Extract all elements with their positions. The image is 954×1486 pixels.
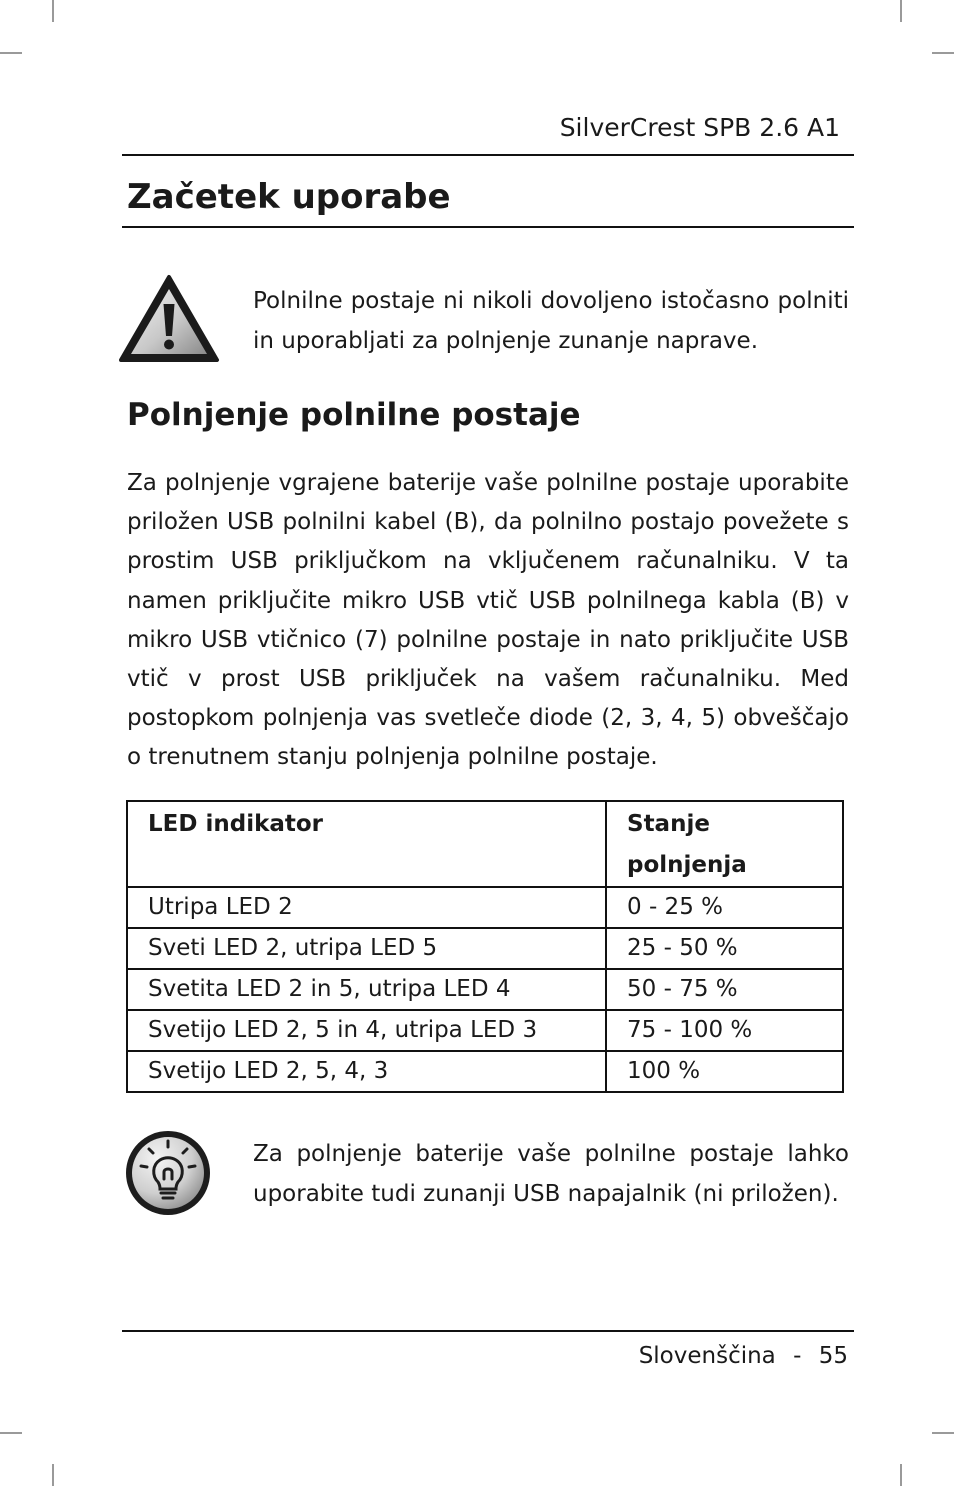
table-cell-charge: 50 - 75 % [606, 969, 843, 1010]
footer-rule [122, 1330, 854, 1332]
running-header: SilverCrest SPB 2.6 A1 [559, 113, 840, 142]
section-title-rule [122, 226, 854, 228]
section-title-getting-started: Začetek uporabe [127, 177, 451, 217]
table-header-row [127, 801, 843, 887]
crop-mark [900, 0, 902, 22]
table-cell-led: Svetijo LED 2, 5 in 4, utripa LED 3 [127, 1010, 606, 1051]
table-cell-charge: 75 - 100 % [606, 1010, 843, 1051]
table-cell-charge: 25 - 50 % [606, 928, 843, 969]
crop-mark [900, 1464, 902, 1486]
crop-mark [932, 1432, 954, 1434]
table-row [127, 887, 843, 928]
header-rule [122, 154, 854, 156]
warning-triangle-icon [118, 274, 220, 364]
footer-separator: - [793, 1343, 802, 1369]
crop-mark [52, 0, 54, 22]
table-row [127, 1010, 843, 1051]
table-row [127, 1051, 843, 1092]
column-header-led-indicator: LED indikator [127, 801, 606, 887]
crop-mark [0, 52, 22, 54]
table-cell-led: Utripa LED 2 [127, 887, 606, 928]
table-cell-led: Sveti LED 2, utripa LED 5 [127, 928, 606, 969]
column-header-charge-state: Stanje polnjenja [606, 801, 843, 887]
running-footer [639, 1340, 848, 1372]
page-number: 55 [818, 1343, 848, 1369]
table-row [127, 969, 843, 1010]
table-cell-charge: 0 - 25 % [606, 887, 843, 928]
crop-mark [0, 1432, 22, 1434]
table-cell-led: Svetita LED 2 in 5, utripa LED 4 [127, 969, 606, 1010]
warning-note: Polnilne postaje ni nikoli dovoljeno istočasno polniti in uporabljati za polnjenje zunanje naprave. [253, 288, 849, 354]
footer-language: Slovenščina [638, 1343, 776, 1369]
charging-paragraph: Za polnjenje vgrajene baterije vaše polnilne postaje uporabite priložen USB polnilni kabel (B), da polnilno postajo povežete s prostim USB priključkom na vključenem računalniku. V ta namen priključite mikro USB vtič USB polnilnega kabla (B) v mikro USB vtičnico (7) polnilne postaje in nato priključite USB vtič v prost USB priključek na vašem računalniku. Med postopkom polnjenja vas svetleče diode (2, 3, 4, 5) obveščajo o trenutnem stanju polnjenja polnilne postaje. [127, 470, 849, 771]
crop-mark [932, 52, 954, 54]
table-cell-led: Svetijo LED 2, 5, 4, 3 [127, 1051, 606, 1092]
lightbulb-tip-icon [122, 1127, 214, 1219]
table-row [127, 928, 843, 969]
tip-note: Za polnjenje baterije vaše polnilne postaje lahko uporabite tudi zunanji USB napajalnik (ni priložen). [253, 1141, 849, 1207]
led-status-table [126, 800, 844, 1093]
crop-mark [52, 1464, 54, 1486]
section-title-charging: Polnjenje polnilne postaje [127, 397, 581, 433]
table-cell-charge: 100 % [606, 1051, 843, 1092]
